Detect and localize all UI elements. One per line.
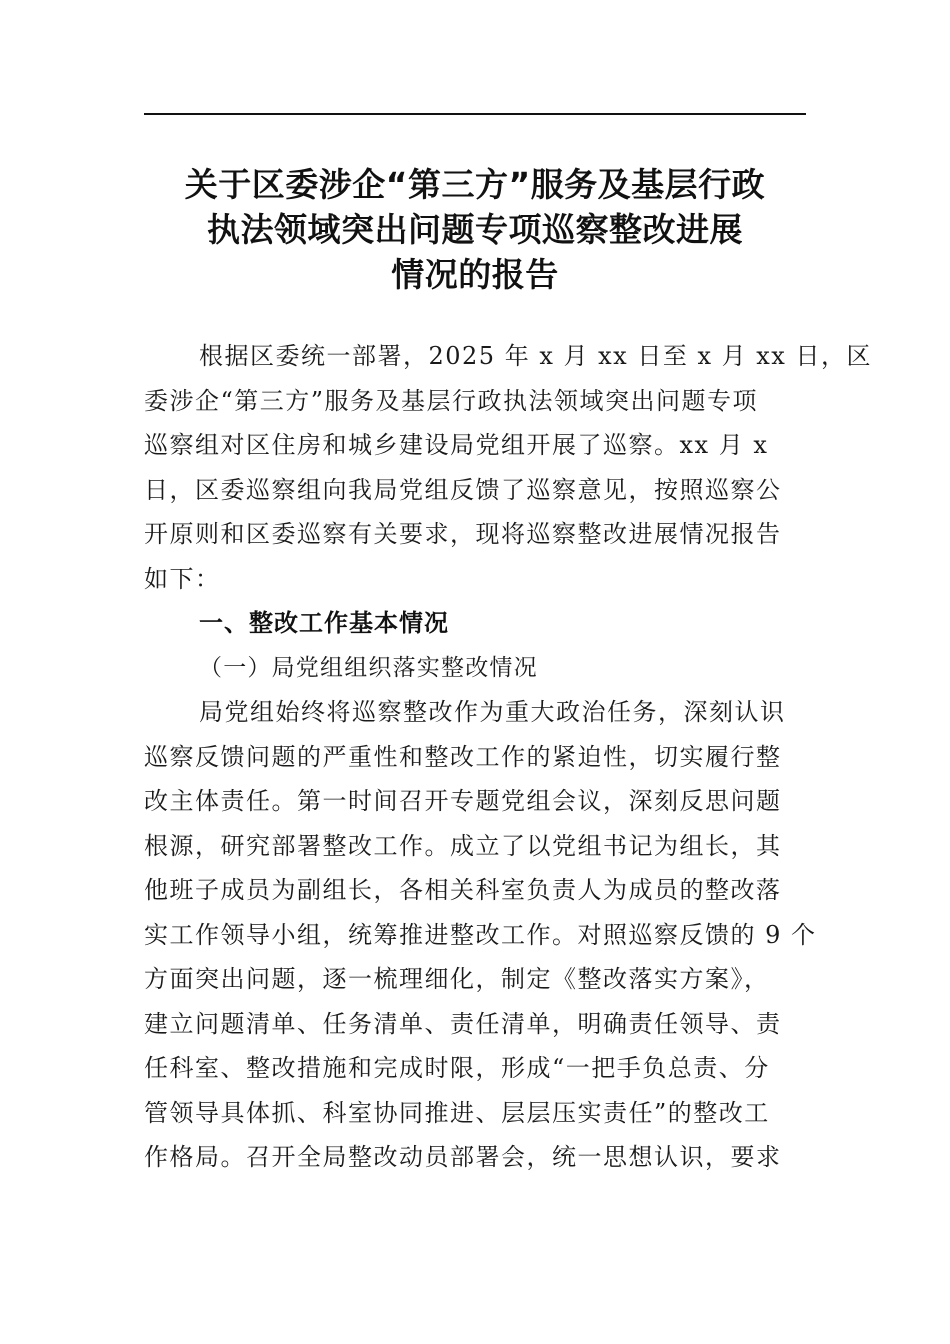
body-line: 局党组始终将巡察整改作为重大政治任务，深刻认识 bbox=[199, 698, 786, 726]
body-line: 根源，研究部署整改工作。成立了以党组书记为组长，其 bbox=[144, 831, 782, 860]
document-body bbox=[144, 334, 872, 1180]
body-line: 改主体责任。第一时间召开专题党组会议，深刻反思问题 bbox=[144, 787, 782, 815]
title-line-1: 关于区委涉企“第三方”服务及基层行政 bbox=[184, 165, 766, 204]
intro-line: 巡察组对区住房和城乡建设局党组开展了巡察。xx 月 x bbox=[144, 431, 769, 459]
intro-paragraph bbox=[144, 334, 872, 601]
subsection-heading: （一）局党组组织落实整改情况 bbox=[199, 654, 538, 681]
intro-line: 开原则和区委巡察有关要求，现将巡察整改进展情况报告 bbox=[144, 520, 782, 548]
body-line: 任科室、整改措施和完成时限，形成“一把手负总责、分 bbox=[144, 1054, 770, 1082]
body-line: 实工作领导小组，统筹推进整改工作。对照巡察反馈的 9 个 bbox=[144, 920, 817, 949]
body-paragraph bbox=[144, 690, 817, 1180]
intro-line: 根据区委统一部署，2025 年 x 月 xx 日至 x 月 xx 日，区 bbox=[199, 342, 872, 370]
intro-line: 委涉企“第三方”服务及基层行政执法领域突出问题专项 bbox=[144, 386, 759, 415]
intro-line: 日，区委巡察组向我局党组反馈了巡察意见，按照巡察公 bbox=[144, 475, 782, 504]
document-title bbox=[144, 162, 806, 297]
body-line: 作格局。召开全局整改动员部署会，统一思想认识，要求 bbox=[144, 1143, 782, 1171]
body-line: 建立问题清单、任务清单、责任清单，明确责任领导、责 bbox=[144, 1009, 782, 1038]
top-divider-line bbox=[144, 113, 806, 115]
title-line-2: 执法领域突出问题专项巡察整改进展 bbox=[207, 210, 743, 249]
intro-line: 如下： bbox=[144, 564, 221, 593]
body-line: 巡察反馈问题的严重性和整改工作的紧迫性，切实履行整 bbox=[144, 742, 782, 771]
body-line: 方面突出问题，逐一梳理细化，制定《整改落实方案》， bbox=[144, 965, 770, 993]
section-heading: 一、整改工作基本情况 bbox=[199, 609, 449, 637]
title-line-3: 情况的报告 bbox=[391, 255, 559, 294]
body-line: 他班子成员为副组长，各相关科室负责人为成员的整改落 bbox=[144, 876, 782, 904]
body-line: 管领导具体抓、科室协同推进、层层压实责任”的整改工 bbox=[144, 1098, 770, 1127]
